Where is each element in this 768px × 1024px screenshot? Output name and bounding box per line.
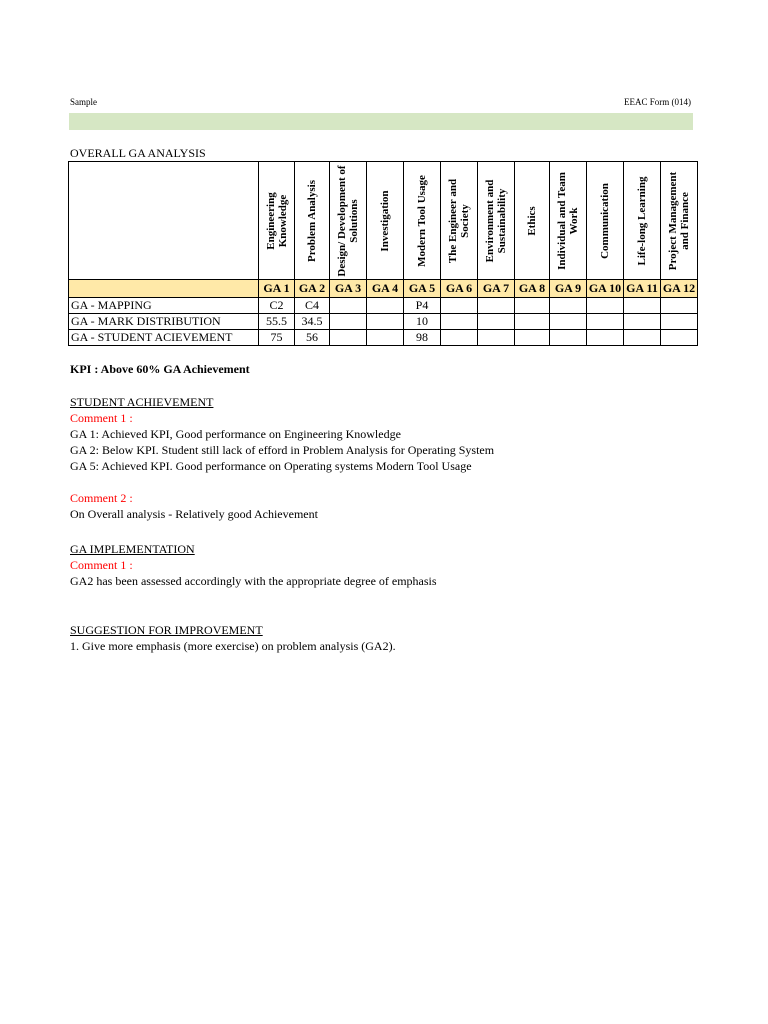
comment-line: GA2 has been assessed accordingly with the appropriate degree of emphasis xyxy=(70,574,437,588)
table-cell xyxy=(367,314,404,330)
attribute-header: Problem Analysis xyxy=(295,162,330,280)
row-label: GA - MARK DISTRIBUTION xyxy=(69,314,259,330)
row-label: GA - MAPPING xyxy=(69,298,259,314)
table-cell: 56 xyxy=(295,330,330,346)
table-cell: 55.5 xyxy=(259,314,295,330)
table-cell: C4 xyxy=(295,298,330,314)
comment-line: GA 1: Achieved KPI, Good performance on Engineering Knowledge xyxy=(70,427,401,441)
table-cell xyxy=(550,314,587,330)
attribute-header: Ethics xyxy=(515,162,550,280)
attribute-header: Design/ Development of Solutions xyxy=(330,162,367,280)
table-cell xyxy=(441,330,478,346)
table-cell xyxy=(330,314,367,330)
kpi-statement: KPI : Above 60% GA Achievement xyxy=(70,362,250,376)
table-cell xyxy=(478,314,515,330)
table-row xyxy=(69,298,698,314)
suggestion-section xyxy=(70,622,396,654)
table-cell: P4 xyxy=(404,298,441,314)
comment-label: Comment 1 : xyxy=(70,411,133,425)
table-cell xyxy=(441,314,478,330)
ga-code: GA 1 xyxy=(259,280,295,298)
ga-code: GA 7 xyxy=(478,280,515,298)
attribute-header-row xyxy=(69,162,698,280)
table-cell: 10 xyxy=(404,314,441,330)
ga-code: GA 12 xyxy=(661,280,698,298)
ga-code: GA 9 xyxy=(550,280,587,298)
form-number: EEAC Form (014) xyxy=(624,97,691,107)
attribute-header: Environment and Sustainability xyxy=(478,162,515,280)
table-cell xyxy=(478,330,515,346)
table-cell: 98 xyxy=(404,330,441,346)
ga-analysis-table xyxy=(68,161,698,346)
ga-implementation-section xyxy=(70,541,437,589)
ga-code: GA 11 xyxy=(624,280,661,298)
row-label: GA - STUDENT ACIEVEMENT xyxy=(69,330,259,346)
attribute-header: Communication xyxy=(587,162,624,280)
table-cell xyxy=(587,314,624,330)
ga-code: GA 2 xyxy=(295,280,330,298)
table-cell xyxy=(661,330,698,346)
attribute-header: Engineering Knowledge xyxy=(259,162,295,280)
comment-label: Comment 1 : xyxy=(70,558,133,572)
blank-header-cell xyxy=(69,162,259,280)
green-header-bar xyxy=(69,113,693,130)
table-cell xyxy=(550,298,587,314)
ga-code-row xyxy=(69,280,698,298)
ga-implementation-title: GA IMPLEMENTATION xyxy=(70,542,195,556)
table-cell xyxy=(330,298,367,314)
table-cell xyxy=(624,330,661,346)
attribute-header: Life-long Learning xyxy=(624,162,661,280)
attribute-header: Individual and Team Work xyxy=(550,162,587,280)
blank-code-cell xyxy=(69,280,259,298)
attribute-header: Investigation xyxy=(367,162,404,280)
table-cell xyxy=(515,330,550,346)
ga-code: GA 5 xyxy=(404,280,441,298)
comment-line: On Overall analysis - Relatively good Achievement xyxy=(70,507,318,521)
student-achievement-title: STUDENT ACHIEVEMENT xyxy=(70,395,214,409)
ga-code: GA 8 xyxy=(515,280,550,298)
form-header-left: Sample xyxy=(70,97,97,107)
ga-code: GA 6 xyxy=(441,280,478,298)
table-cell xyxy=(661,298,698,314)
table-cell: C2 xyxy=(259,298,295,314)
table-cell: 34.5 xyxy=(295,314,330,330)
comment-line: GA 2: Below KPI. Student still lack of efford in Problem Analysis for Operating System xyxy=(70,443,495,457)
table-row xyxy=(69,330,698,346)
table-cell xyxy=(330,330,367,346)
table-cell xyxy=(515,298,550,314)
table-cell xyxy=(624,298,661,314)
table-cell xyxy=(367,298,404,314)
table-cell xyxy=(587,330,624,346)
section-title: OVERALL GA ANALYSIS xyxy=(70,146,206,160)
table-cell xyxy=(367,330,404,346)
table-cell xyxy=(441,298,478,314)
attribute-header: The Engineer and Society xyxy=(441,162,478,280)
suggestion-title: SUGGESTION FOR IMPROVEMENT xyxy=(70,623,263,637)
table-cell xyxy=(661,314,698,330)
ga-code: GA 10 xyxy=(587,280,624,298)
table-cell xyxy=(515,314,550,330)
table-row xyxy=(69,314,698,330)
suggestion-text: 1. Give more emphasis (more exercise) on problem analysis (GA2). xyxy=(70,639,396,653)
table-cell xyxy=(624,314,661,330)
attribute-header: Project Management and Finance xyxy=(661,162,698,280)
table-cell xyxy=(550,330,587,346)
table-cell xyxy=(587,298,624,314)
table-cell: 75 xyxy=(259,330,295,346)
table-cell xyxy=(478,298,515,314)
student-achievement-section xyxy=(70,394,494,522)
attribute-header: Modern Tool Usage xyxy=(404,162,441,280)
ga-code: GA 4 xyxy=(367,280,404,298)
comment-label: Comment 2 : xyxy=(70,491,133,505)
comment-line: GA 5: Achieved KPI. Good performance on Operating systems Modern Tool Usage xyxy=(70,459,472,473)
ga-code: GA 3 xyxy=(330,280,367,298)
